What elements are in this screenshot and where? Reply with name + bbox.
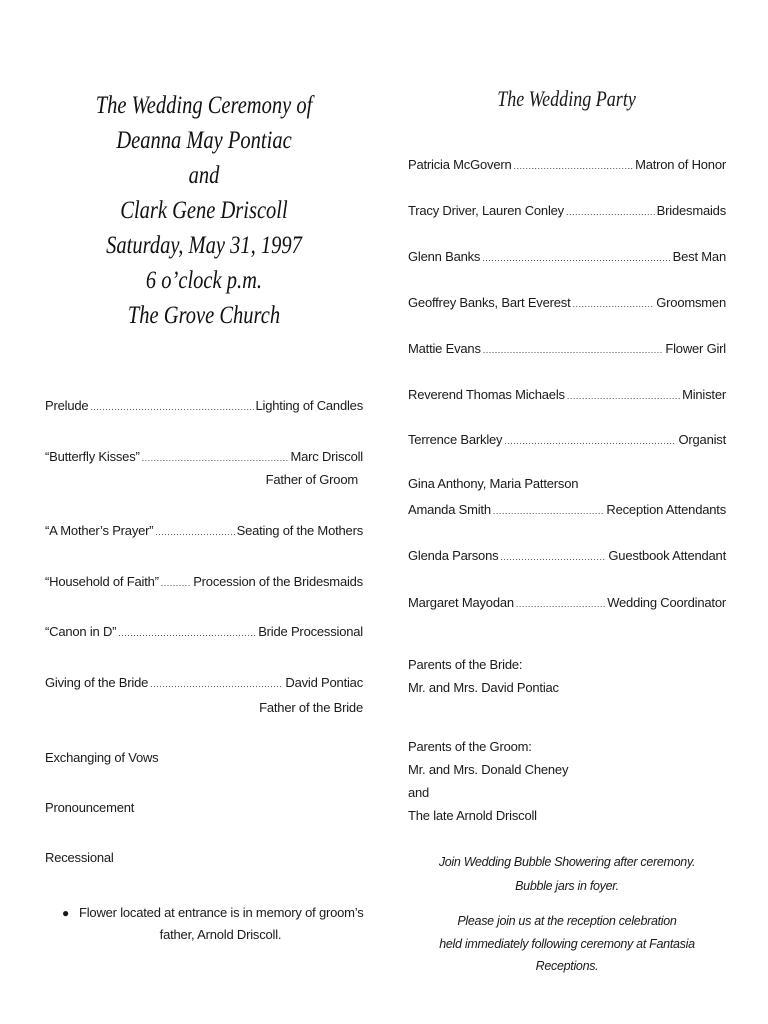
member-role: Groomsmen (656, 295, 726, 310)
party-title-text: The Wedding Party (497, 86, 637, 111)
note-line: father, Arnold Driscoll. (159, 927, 282, 942)
party-member (408, 502, 726, 519)
groom-parents-line: Mr. and Mrs. Donald Cheney (408, 762, 569, 777)
leader-dots (155, 524, 234, 540)
program-item (45, 574, 363, 591)
leader-dots (90, 399, 253, 415)
party-member (408, 387, 726, 404)
program-item (45, 398, 363, 415)
leader-dots (567, 388, 680, 404)
party-member (408, 341, 726, 358)
program-sub: Father of Groom (265, 472, 358, 487)
title-line: The Grove Church (127, 302, 281, 329)
member-role: Bridesmaids (656, 203, 726, 218)
program-role: David Pontiac (285, 675, 363, 690)
party-member (408, 203, 726, 220)
title-line: Saturday, May 31, 1997 (106, 232, 302, 259)
title-line: and (188, 162, 220, 189)
member-role: Matron of Honor (635, 157, 726, 172)
leader-dots (118, 625, 256, 641)
leader-dots (500, 549, 606, 565)
bubble-note: Bubble jars in foyer. (515, 879, 619, 893)
member-name: Glenda Parsons (408, 548, 499, 563)
program-role: Marc Driscoll (290, 449, 363, 464)
member-name: Glenn Banks (408, 249, 481, 264)
program-piece: “Canon in D” (45, 624, 117, 639)
leader-dots (514, 158, 634, 174)
program-item (45, 449, 363, 466)
member-role: Wedding Coordinator (607, 595, 726, 610)
program-piece: Prelude (45, 398, 89, 413)
groom-parents-label: Parents of the Groom: (408, 739, 532, 754)
ceremony-title (45, 88, 363, 333)
member-role: Flower Girl (665, 341, 726, 356)
title-line: Deanna May Pontiac (116, 127, 292, 154)
program-piece: “A Mother’s Prayer” (45, 523, 154, 538)
party-member (408, 548, 726, 565)
leader-dots (493, 503, 605, 519)
leader-dots (482, 250, 670, 266)
program-role: Lighting of Candles (255, 398, 363, 413)
leader-dots (142, 450, 289, 466)
member-role: Best Man (672, 249, 726, 264)
title-line: 6 o’clock p.m. (145, 267, 263, 294)
program-item (45, 675, 363, 692)
leader-dots (573, 296, 655, 312)
member-name: Mattie Evans (408, 341, 481, 356)
leader-dots (504, 433, 676, 449)
title-line: Clark Gene Driscoll (120, 197, 288, 224)
reception-note: Please join us at the reception celebration (457, 914, 677, 928)
bride-parents: Mr. and Mrs. David Pontiac (408, 680, 559, 695)
member-role: Guestbook Attendant (608, 548, 726, 563)
note-line: Flower located at entrance is in memory of groom’s (79, 905, 364, 920)
bullet-icon: ● (62, 906, 70, 920)
program-item (45, 624, 363, 641)
groom-parents-line: The late Arnold Driscoll (408, 808, 537, 823)
member-name: Terrence Barkley (408, 432, 503, 447)
member-name: Margaret Mayodan (408, 595, 514, 610)
leader-dots (516, 596, 605, 612)
member-name: Amanda Smith (408, 502, 491, 517)
member-name: Patricia McGovern (408, 157, 512, 172)
program-plain-item: Recessional (45, 850, 114, 865)
program-role: Seating of the Mothers (236, 523, 363, 538)
party-member (408, 432, 726, 449)
program-plain-item: Pronouncement (45, 800, 135, 815)
leader-dots (566, 204, 655, 220)
memorial-note (62, 902, 362, 946)
leader-dots (150, 676, 283, 692)
member-role: Minister (682, 387, 726, 402)
program-piece: “Butterfly Kisses” (45, 449, 140, 464)
party-member (408, 157, 726, 174)
member-role: Organist (678, 432, 726, 447)
bride-parents-label: Parents of the Bride: (408, 657, 523, 672)
groom-parents-line: and (408, 785, 430, 800)
program-role: Bride Processional (258, 624, 363, 639)
program-role: Procession of the Bridesmaids (193, 574, 363, 589)
title-line: The Wedding Ceremony of (95, 92, 313, 119)
leader-dots (483, 342, 664, 358)
member-names-line: Gina Anthony, Maria Patterson (408, 476, 579, 491)
program-plain-item: Exchanging of Vows (45, 750, 159, 765)
party-member (408, 249, 726, 266)
party-member (408, 595, 726, 612)
program-piece: “Household of Faith” (45, 574, 159, 589)
leader-dots (161, 575, 191, 591)
member-name: Tracy Driver, Lauren Conley (408, 203, 564, 218)
party-title (408, 84, 726, 114)
program-sub: Father of the Bride (259, 700, 363, 715)
bubble-note: Join Wedding Bubble Showering after ceremony. (438, 855, 696, 869)
program-item (45, 523, 363, 540)
program-piece: Giving of the Bride (45, 675, 149, 690)
member-role: Reception Attendants (606, 502, 726, 517)
member-name: Geoffrey Banks, Bart Everest (408, 295, 571, 310)
reception-note: held immediately following ceremony at Fantasia Receptions. (439, 937, 695, 973)
party-member (408, 295, 726, 312)
member-name: Reverend Thomas Michaels (408, 387, 565, 402)
